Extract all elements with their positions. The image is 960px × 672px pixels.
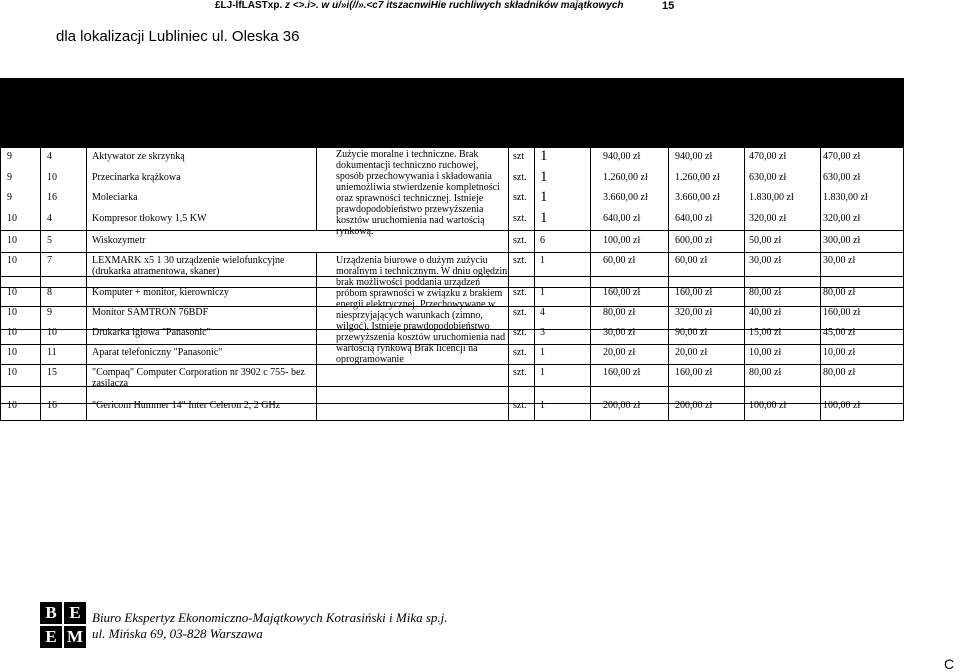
cell-qty: 1	[540, 287, 545, 298]
cell-p3: 320,00 zł	[749, 213, 787, 224]
row-divider	[0, 146, 904, 147]
cell-unit: szt.	[513, 235, 527, 246]
note-group-2: Urządzenia biurowe o dużym zużyciu moralnym i technicznym. W dniu oględzin brak możliwości poddania urządzeń próbom sprawności w związku z brakiem energii elektrycznej. Przechowywane w niesprzyjających warunkach (zimno, wilgoć). Istnieje prawdopodobieństwo przewyższenia kosztów uruchomienia nad wartością rynkową Brak licencji na oprogramowanie	[336, 255, 508, 365]
cell-p4: 160,00 zł	[823, 307, 861, 318]
column-divider	[316, 146, 317, 230]
cell-name: Moleciarka	[92, 192, 138, 203]
cell-name: Monitor SAMTRON 76BDF	[92, 307, 209, 318]
cell-p1: 1.260,00 zł	[603, 172, 648, 183]
cell-qty: 6	[540, 235, 545, 246]
cell-b: 4	[47, 213, 52, 224]
column-divider	[744, 146, 745, 420]
cell-b: 5	[47, 235, 52, 246]
cell-p4: 80,00 zł	[823, 367, 856, 378]
cell-unit: szt.	[513, 347, 527, 358]
cell-b: 15	[47, 367, 57, 378]
cell-p2: 90,00 zł	[675, 327, 708, 338]
cell-p4: 320,00 zł	[823, 213, 861, 224]
cell-p3: 1.830,00 zł	[749, 192, 794, 203]
column-divider	[668, 146, 669, 420]
logo-tile: M	[64, 626, 86, 648]
cell-qty: 3	[540, 327, 545, 338]
cell-b: 4	[47, 151, 52, 162]
company-address: ul. Mińska 69, 03-828 Warszawa	[92, 626, 263, 641]
cell-a: 9	[7, 172, 12, 183]
cell-name: "Gericom Hummer 14" Inter Celeron 2, 2 GHz	[92, 400, 281, 411]
cell-p1: 20,00 zł	[603, 347, 636, 358]
note-group-1: Zużycie moralne i techniczne. Brak dokumentacji techniczno ruchowej, sposób przechowywania i składowania uniemożliwia stwierdzenie kompletności oraz sprawności technicznej. Istnieje prawdopodobieństwo przewyższenia kosztów uruchomienia nad wartością rynkową.	[336, 149, 500, 237]
cell-unit: szt.	[513, 327, 527, 338]
cell-p3: 80,00 zł	[749, 367, 782, 378]
cell-p2: 3.660,00 zł	[675, 192, 720, 203]
cell-p3: 80,00 zł	[749, 287, 782, 298]
cell-qty: 1	[540, 210, 548, 226]
cell-p2: 940,00 zł	[675, 151, 713, 162]
company-logo	[40, 602, 86, 648]
cell-qty: 1	[540, 169, 548, 185]
column-divider	[903, 146, 904, 420]
row-divider	[0, 420, 904, 421]
cell-unit: szt.	[513, 287, 527, 298]
header-garbled: z <>.i>. w u/»i(//».<c7	[285, 0, 384, 11]
cell-p1: 200,00 zł	[603, 400, 641, 411]
company-name: Biuro Ekspertyz Ekonomiczno-Majątkowych Kotrasiński i Mika sp.j.	[92, 610, 448, 625]
cell-qty: 1	[540, 148, 548, 164]
cell-name: Komputer + monitor, kierowniczy	[92, 287, 229, 298]
page-number: 15	[662, 0, 675, 12]
row-divider	[0, 252, 904, 253]
cell-p2: 20,00 zł	[675, 347, 708, 358]
cell-a: 10	[7, 235, 17, 246]
cell-p2: 600,00 zł	[675, 235, 713, 246]
cell-b: 8	[47, 287, 52, 298]
column-divider	[40, 146, 41, 420]
header-title: itszacnwiHie ruchliwych składników majątkowych	[386, 0, 624, 11]
cell-unit: szt.	[513, 213, 527, 224]
cell-unit: szt.	[513, 255, 527, 266]
cell-b: 16	[47, 192, 57, 203]
cell-p1: 640,00 zł	[603, 213, 641, 224]
cell-name: Aktywator ze skrzynką	[92, 151, 185, 162]
column-divider	[316, 252, 317, 420]
cell-p1: 160,00 zł	[603, 287, 641, 298]
cell-p2: 320,00 zł	[675, 307, 713, 318]
cell-qty: 1	[540, 189, 548, 205]
cell-a: 9	[7, 192, 12, 203]
cell-p2: 160,00 zł	[675, 287, 713, 298]
cell-name: Aparat telefoniczny "Panasonic"	[92, 347, 223, 358]
cell-p2: 1.260,00 zł	[675, 172, 720, 183]
cell-unit: szt.	[513, 400, 527, 411]
cell-p1: 60,00 zł	[603, 255, 636, 266]
cell-a: 10	[7, 400, 17, 411]
cell-unit: szt	[513, 151, 525, 162]
cell-p4: 80,00 zł	[823, 287, 856, 298]
cell-unit: szt.	[513, 307, 527, 318]
cell-name: Wiskozymetr	[92, 235, 146, 246]
cell-a: 10	[7, 307, 17, 318]
cell-qty: 4	[540, 307, 545, 318]
cell-p3: 40,00 zł	[749, 307, 782, 318]
running-header	[215, 0, 624, 11]
cell-name: Drukarka igłowa "Panasonic"	[92, 327, 211, 338]
cell-p4: 10,00 zł	[823, 347, 856, 358]
cell-b: 7	[47, 255, 52, 266]
cell-p4: 300,00 zł	[823, 235, 861, 246]
cell-p2: 160,00 zł	[675, 367, 713, 378]
column-divider	[534, 146, 535, 420]
logo-tile: B	[40, 602, 62, 624]
cell-p3: 30,00 zł	[749, 255, 782, 266]
cell-unit: szt.	[513, 172, 527, 183]
cell-a: 10	[7, 213, 17, 224]
cell-p3: 10,00 zł	[749, 347, 782, 358]
cell-p3: 470,00 zł	[749, 151, 787, 162]
cell-qty: 1	[540, 367, 545, 378]
cell-a: 10	[7, 255, 17, 266]
cell-qty: 1	[540, 255, 545, 266]
column-divider	[0, 146, 1, 420]
cell-p1: 30,00 zł	[603, 327, 636, 338]
logo-tile: E	[64, 602, 86, 624]
header-code: £LJ-lfLASTxp.	[215, 0, 283, 11]
cell-p1: 160,00 zł	[603, 367, 641, 378]
cell-p1: 80,00 zł	[603, 307, 636, 318]
cell-p4: 470,00 zł	[823, 151, 861, 162]
cell-p4: 45,00 zł	[823, 327, 856, 338]
cell-p2: 200,00 zł	[675, 400, 713, 411]
cell-p3: 630,00 zł	[749, 172, 787, 183]
column-divider	[820, 146, 821, 420]
cell-unit: szt.	[513, 367, 527, 378]
cell-b: 16	[47, 400, 57, 411]
logo-tile: E	[40, 626, 62, 648]
cell-b: 10	[47, 327, 57, 338]
cell-b: 10	[47, 172, 57, 183]
cell-p2: 640,00 zł	[675, 213, 713, 224]
cell-p4: 1.830,00 zł	[823, 192, 868, 203]
cell-p4: 630,00 zł	[823, 172, 861, 183]
cell-p1: 100,00 zł	[603, 235, 641, 246]
cell-p3: 50,00 zł	[749, 235, 782, 246]
cell-p1: 940,00 zł	[603, 151, 641, 162]
cell-p4: 30,00 zł	[823, 255, 856, 266]
cell-name: "Compaq" Computer Corporation nr 3902 c 755- bez zasilacza	[92, 367, 305, 389]
cell-name: Przecinarka krążkowa	[92, 172, 181, 183]
column-divider	[86, 146, 87, 420]
cell-name: LEXMARK x5 1 30 urządzenie wielofunkcyjne (drukarka atramentowa, skaner)	[92, 255, 285, 277]
redacted-header-bar	[0, 78, 904, 148]
cell-b: 9	[47, 307, 52, 318]
cell-a: 9	[7, 151, 12, 162]
cell-a: 10	[7, 347, 17, 358]
cell-b: 11	[47, 347, 57, 358]
cell-a: 10	[7, 327, 17, 338]
cell-name: Kompresor tłokowy 1,5 KW	[92, 213, 207, 224]
cell-p3: 100,00 zł	[749, 400, 787, 411]
cell-p3: 15,00 zł	[749, 327, 782, 338]
corner-mark: C	[944, 656, 955, 672]
column-divider	[508, 146, 509, 420]
cell-qty: 1	[540, 347, 545, 358]
cell-a: 10	[7, 367, 17, 378]
location-heading: dla lokalizacji Lubliniec ul. Oleska 36	[56, 28, 300, 45]
cell-p1: 3.660,00 zł	[603, 192, 648, 203]
cell-unit: szt.	[513, 192, 527, 203]
cell-qty: 1	[540, 400, 545, 411]
cell-p4: 100,00 zł	[823, 400, 861, 411]
column-divider	[590, 146, 591, 420]
cell-p2: 60,00 zł	[675, 255, 708, 266]
cell-a: 10	[7, 287, 17, 298]
